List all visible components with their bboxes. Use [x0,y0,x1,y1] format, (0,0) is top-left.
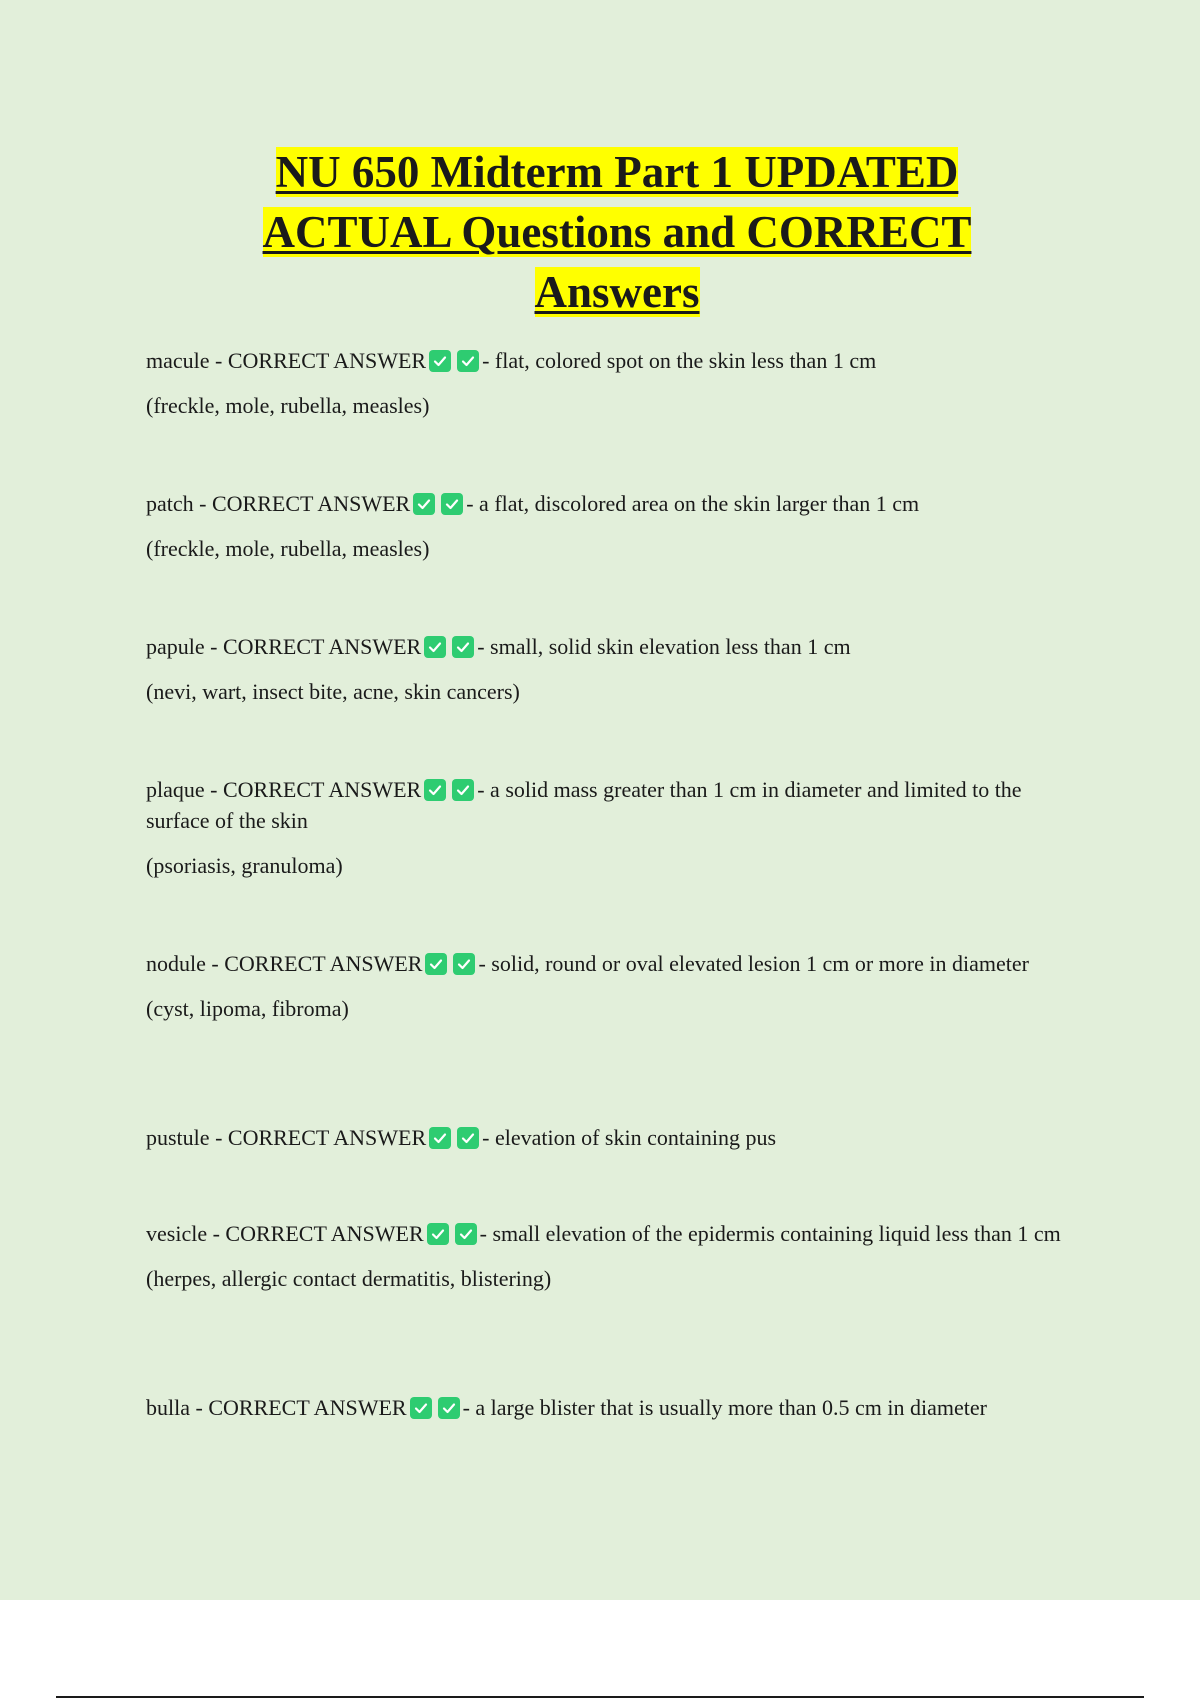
footer-divider [56,1696,1144,1698]
title-line-2: ACTUAL Questions and CORRECT [262,207,972,257]
entry-definition-line: macule - CORRECT ANSWER - flat, colored spot on the skin less than 1 cm [146,348,877,373]
entry-definition: - small, solid skin elevation less than 1 cm [477,634,851,659]
check-icon [429,1127,451,1149]
entry-nodule [146,948,1086,1024]
title-line-1: NU 650 Midterm Part 1 UPDATED [275,147,959,197]
entry-pustule [146,1122,1086,1153]
check-icon [410,1397,432,1419]
entry-patch [146,488,1086,564]
entry-term: vesicle [146,1221,208,1246]
entry-examples: (herpes, allergic contact dermatitis, blistering) [146,1266,552,1291]
check-icon [453,953,475,975]
entry-term: papule [146,634,205,659]
entry-examples: (psoriasis, granuloma) [146,853,343,878]
check-icon [457,1127,479,1149]
entry-term: plaque [146,777,205,802]
check-icon [441,493,463,515]
document-title [150,142,1084,322]
entry-label: CORRECT ANSWER [224,951,423,976]
entry-definition: - elevation of skin containing pus [482,1125,777,1150]
entry-definition: - flat, colored spot on the skin less than 1 cm [482,348,877,373]
entry-examples: (nevi, wart, insect bite, acne, skin cancers) [146,679,520,704]
entry-label: CORRECT ANSWER [222,777,422,802]
entry-label: CORRECT ANSWER [225,1221,424,1246]
entry-label: CORRECT ANSWER [222,634,422,659]
entry-papule [146,631,1086,707]
entry-definition: - a large blister that is usually more than 0.5 cm in diameter [462,1395,987,1420]
entry-definition-line: papule - CORRECT ANSWER - small, solid skin elevation less than 1 cm [146,634,851,659]
check-icon [438,1397,460,1419]
entry-definition-line: patch - CORRECT ANSWER - a flat, discolored area on the skin larger than 1 cm [146,491,920,516]
check-icon [452,779,474,801]
check-icon [452,636,474,658]
entry-definition-line: pustule - CORRECT ANSWER - elevation of skin containing pus [146,1125,777,1150]
entry-definition: - a solid mass greater than 1 cm in diameter and limited to the surface of the skin [146,777,1022,833]
check-icon [455,1223,477,1245]
entry-term: nodule [146,951,206,976]
check-icon [427,1223,449,1245]
entry-definition-line: nodule - CORRECT ANSWER - solid, round or oval elevated lesion 1 cm or more in diameter [146,951,1029,976]
check-icon [424,636,446,658]
entry-term: pustule [146,1125,210,1150]
entry-label: CORRECT ANSWER [208,1395,407,1420]
entry-definition: - small elevation of the epidermis containing liquid less than 1 cm [479,1221,1061,1246]
check-icon [413,493,435,515]
entry-definition: - solid, round or oval elevated lesion 1 cm or more in diameter [478,951,1029,976]
entry-definition-line: vesicle - CORRECT ANSWER - small elevation of the epidermis containing liquid less than 1 cm [146,1221,1061,1246]
entry-plaque [146,774,1086,881]
entry-macule [146,345,1086,421]
entry-examples: (freckle, mole, rubella, measles) [146,536,430,561]
entry-definition: - a flat, discolored area on the skin larger than 1 cm [466,491,920,516]
check-icon [424,779,446,801]
check-icon [425,953,447,975]
entry-definition-line: bulla - CORRECT ANSWER - a large blister that is usually more than 0.5 cm in diameter [146,1395,987,1420]
entry-vesicle [146,1218,1086,1294]
entry-term: macule [146,348,210,373]
entry-definition-line: plaque - CORRECT ANSWER - a solid mass greater than 1 cm in diameter and limited to the surface of the skin [146,777,1022,833]
entry-label: CORRECT ANSWER [211,491,411,516]
check-icon [457,350,479,372]
check-icon [429,350,451,372]
entry-term: bulla [146,1395,190,1420]
title-line-3: Answers [534,267,700,317]
entry-label: CORRECT ANSWER [227,348,427,373]
entry-term: patch [146,491,194,516]
entry-bulla [146,1392,1086,1423]
entry-examples: (cyst, lipoma, fibroma) [146,996,349,1021]
entry-label: CORRECT ANSWER [227,1125,427,1150]
entry-examples: (freckle, mole, rubella, measles) [146,393,430,418]
